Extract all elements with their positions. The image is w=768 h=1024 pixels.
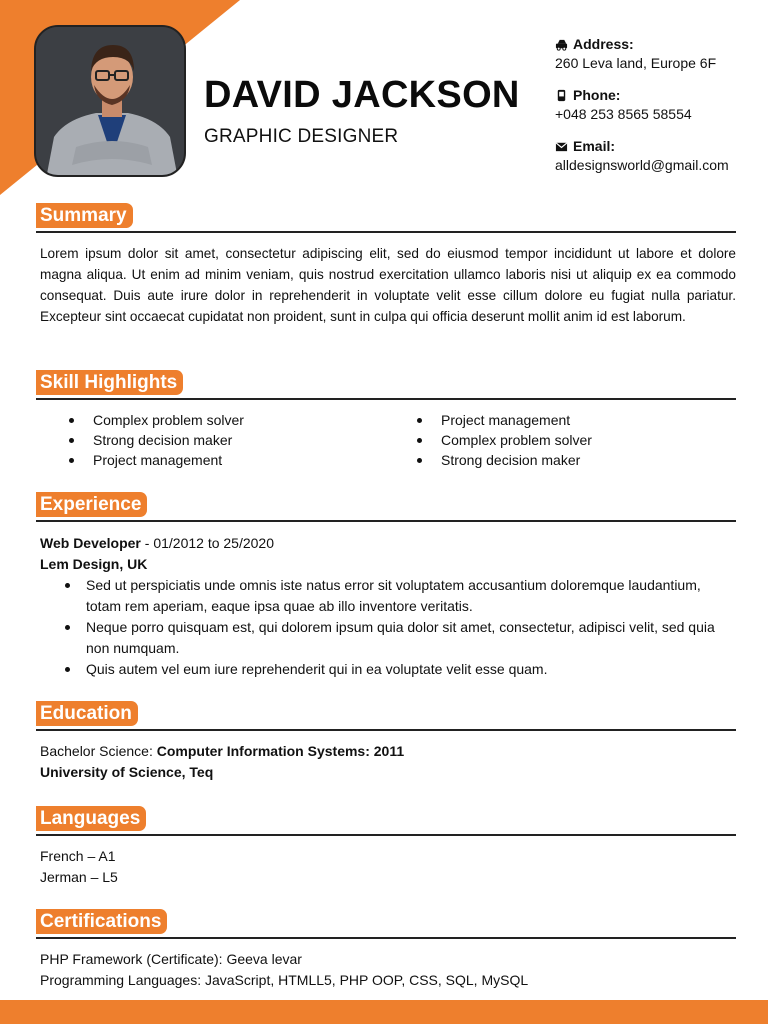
education-entry xyxy=(40,741,404,783)
experience-dates: - 01/2012 to 25/2020 xyxy=(140,535,274,551)
languages-list xyxy=(40,846,118,888)
bottom-accent-bar xyxy=(0,1000,768,1024)
skill-item: Strong decision maker xyxy=(69,430,244,450)
language-item: Jerman – L5 xyxy=(40,869,118,885)
email-label: Email: xyxy=(573,138,616,154)
contact-block xyxy=(555,35,760,188)
languages-heading-label: Languages xyxy=(36,806,146,831)
skill-item: Project management xyxy=(69,450,244,470)
certifications-heading-label: Certifications xyxy=(36,909,167,934)
skill-item: Complex problem solver xyxy=(417,430,592,450)
experience-company: Lem Design, UK xyxy=(40,556,148,572)
experience-bullets xyxy=(62,575,736,680)
education-degree: Computer Information Systems: 2011 xyxy=(156,743,405,759)
skill-item: Complex problem solver xyxy=(69,410,244,430)
car-icon xyxy=(555,38,568,51)
address-value: 260 Leva land, Europe 6F xyxy=(555,55,717,71)
education-divider xyxy=(36,729,736,731)
email-value[interactable]: alldesignsworld@gmail.com xyxy=(555,157,729,173)
certification-item: Programming Languages: JavaScript, HTMLL5, PHP OOP, CSS, SQL, MySQL xyxy=(40,972,529,988)
experience-title-line xyxy=(40,533,736,554)
address-label: Address: xyxy=(573,36,634,52)
phone-value: +048 253 8565 58554 xyxy=(555,106,692,122)
experience-bullet: Neque porro quisquam est, qui dolorem ipsum quia dolor sit amet, consectetur, adipisci velit, sed quia non numquam. xyxy=(62,617,736,659)
summary-divider xyxy=(36,231,736,233)
skill-item: Strong decision maker xyxy=(417,450,592,470)
language-item: French – A1 xyxy=(40,848,116,864)
candidate-name: DAVID JACKSON xyxy=(204,74,520,116)
education-school: University of Science, Teq xyxy=(40,764,214,780)
education-heading xyxy=(36,701,138,726)
profile-photo xyxy=(34,25,186,177)
languages-divider xyxy=(36,834,736,836)
address-label-row xyxy=(555,35,760,54)
phone-icon xyxy=(555,89,568,102)
languages-heading xyxy=(36,806,146,831)
experience-bullet: Sed ut perspiciatis unde omnis iste natus error sit voluptatem accusantium doloremque laudantium, totam rem aperiam, eaque ipsa quae ab illo inventore veritatis. xyxy=(62,575,736,617)
education-degree-line xyxy=(40,741,404,762)
phone-label-row xyxy=(555,86,760,105)
certifications-divider xyxy=(36,937,736,939)
summary-text: Lorem ipsum dolor sit amet, consectetur adipiscing elit, sed do eiusmod tempor incididunt ut labore et dolore magna aliqua. Ut enim ad minim veniam, quis nostrud exercitation ullamco laboris nisi ut aliquip ex ea commodo consequat. Duis aute irure dolor in reprehenderit in voluptate velit esse cillum dolore eu fugiat nulla pariatur. Excepteur sint occaecat cupidatat non proident, sunt in culpa qui officia deserunt mollit anim id est laborum. xyxy=(40,246,736,324)
envelope-icon xyxy=(555,140,568,153)
education-degree-prefix: Bachelor Science: xyxy=(40,743,157,759)
experience-role: Web Developer xyxy=(40,535,141,551)
experience-heading xyxy=(36,492,147,517)
certification-item: PHP Framework (Certificate): Geeva levar xyxy=(40,951,302,967)
certifications-heading xyxy=(36,909,167,934)
skills-list-right xyxy=(417,410,592,470)
email-label-row xyxy=(555,137,760,156)
certifications-list xyxy=(40,949,528,991)
skills-divider xyxy=(36,398,736,400)
skills-heading-label: Skill Highlights xyxy=(36,370,183,395)
experience-entry xyxy=(40,533,736,680)
education-heading-label: Education xyxy=(36,701,138,726)
summary-heading-label: Summary xyxy=(36,203,133,228)
experience-bullet: Quis autem vel eum iure reprehenderit qui in ea voluptate velit esse quam. xyxy=(62,659,736,680)
skills-heading xyxy=(36,370,183,395)
phone-label: Phone: xyxy=(573,87,621,103)
skills-list-left xyxy=(69,410,244,470)
summary-heading xyxy=(36,203,133,228)
skill-item: Project management xyxy=(417,410,592,430)
experience-heading-label: Experience xyxy=(36,492,147,517)
job-title: GRAPHIC DESIGNER xyxy=(204,126,399,147)
experience-divider xyxy=(36,520,736,522)
